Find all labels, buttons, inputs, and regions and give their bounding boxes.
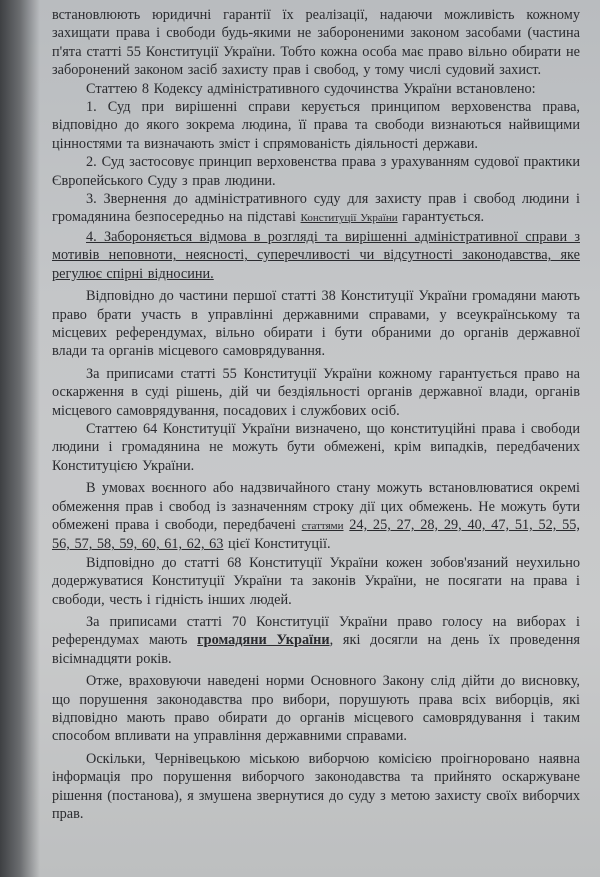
document-body [52, 6, 580, 823]
list-item-3 [52, 190, 580, 228]
constitution-link[interactable]: Конституції України [300, 212, 398, 225]
paragraph-martial-law [52, 479, 580, 554]
paragraph-article-55: За приписами статті 55 Конституції України кожному гарантується право на оскарження в суді рішень, дій чи бездіяльності органів державної влади, органів місцевого самоврядування, посадових і службових осіб. [52, 365, 580, 419]
list-item-4: 4. Забороняється відмова в розгляді та вирішенні адміністративної справи з мотивів неповноти, неясності, суперечливості чи відсутності законодавства, яке регулює спірні відносини. [52, 228, 580, 282]
paragraph-guarantees: встановлюють юридичні гарантії їх реалізації, надаючи можливість кожному захищати права і свободи будь-якими не забороненими законом засобами (частина п'ята статті 55 Конституції України. Тобто кожна особа має право вільно обирати не заборонений законом засіб захисту прав і свобод, у тому числі судовий захист. [52, 7, 580, 79]
paragraph-commission: Оскільки, Чернівецькою міською виборчою комісією проігноровано наявна інформація про порушення виборчого законодавства та прийнято оскаржуване рішення (постанова), я змушена звернутися до суду з метою захисту своїх виборчих прав. [52, 750, 580, 823]
paragraph-article-64: Статтею 64 Конституції України визначено, що конституційні права і свободи людини і громадянина не можуть бути обмежені, крім випадків, передбачених Конституцією України. [52, 420, 580, 474]
article-70-text-a: За приписами статті 70 Конституції України право голосу на виборах і референдумах мають [52, 614, 580, 649]
list-item-1: 1. Суд при вирішенні справи керується принципом верховенства права, відповідно до якого зокрема людина, її права та свободи визнаються найвищими цінностями та визначають зміст і спрямованість діяльності держави. [52, 99, 580, 152]
paragraph-article-70 [52, 613, 580, 668]
list-item-2: 2. Суд застосовує принцип верховенства права з урахуванням судової практики Європейського Суду з прав людини. [52, 154, 580, 189]
martial-law-text-b: цієї Конституції. [223, 536, 331, 553]
list-item-3-text-a: 3. Звернення до адміністративного суду для захисту прав і свобод людини і громадянина безпосередньо на підставі [52, 191, 580, 226]
article-numbers-links[interactable]: 24, 25, 27, 28, 29, 40, 47, 51, 52, 55, 56, 57, 58, 59, 60, 61, 62, 63 [52, 516, 580, 553]
articles-link[interactable]: статтями [301, 519, 344, 532]
paragraph-article-8-intro: Статтею 8 Кодексу адміністративного судочинства України встановлено: [86, 80, 536, 97]
martial-law-text-a: В умовах воєнного або надзвичайного стану можуть встановлюватися окремі обмеження прав і свобод із зазначенням строку дії цих обмежень. Не можуть бути обмежені права і свободи, передбачені [52, 480, 580, 533]
article-70-text-b: , які досягли на день їх проведення вісімнадцяти років. [52, 632, 580, 667]
citizens-link[interactable]: громадяни України [197, 632, 330, 649]
paragraph-conclusion: Отже, враховуючи наведені норми Основного Закону слід дійти до висновку, що порушення законодавства про вибори, порушують права всіх виборців, які відповідно мають право обирати до органів місцевого самоврядування і таким способом впливати на управління державними справами. [52, 673, 580, 745]
paragraph-article-68: Відповідно до статті 68 Конституції України кожен зобов'язаний неухильно додержуватися Конституції України та законів України, не посягати на права і свободи, честь і гідність інших людей. [52, 554, 580, 608]
list-item-3-text-b: гарантується. [397, 209, 485, 226]
paragraph-article-38: Відповідно до частини першої статті 38 Конституції України громадяни мають право брати участь в управлінні державними справами, у всеукраїнському та місцевих референдумах, вільно обирати і бути обраними до органів державної влади та органів місцевого самоврядування. [52, 288, 580, 360]
page-edge-shadow [0, 0, 40, 877]
